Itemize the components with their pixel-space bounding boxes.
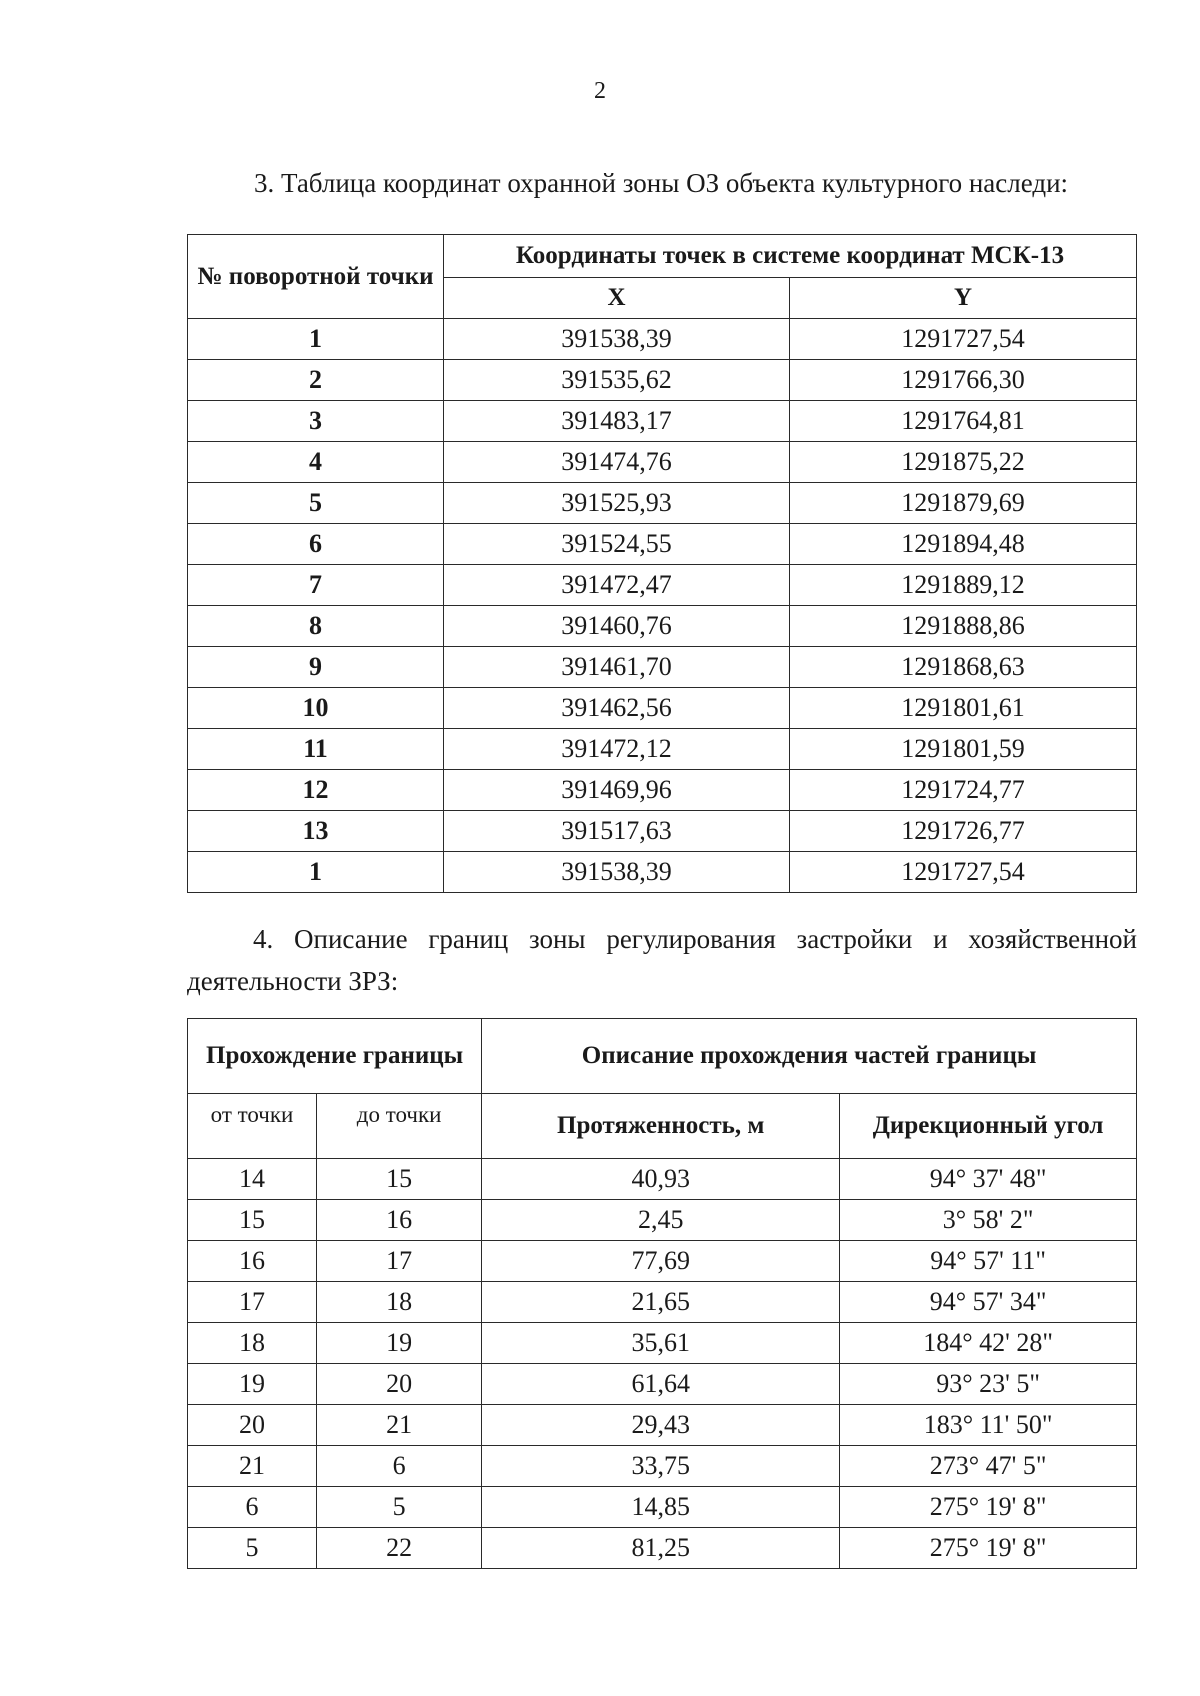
length-header: Протяженность, м xyxy=(482,1094,840,1159)
length-cell: 21,65 xyxy=(482,1282,840,1323)
from-point-cell: 15 xyxy=(188,1200,317,1241)
table-row xyxy=(188,1364,1137,1405)
direction-angle-cell: 94° 57' 34" xyxy=(840,1282,1137,1323)
table-row xyxy=(188,852,1137,893)
x-coordinate-cell: 391474,76 xyxy=(444,442,790,483)
coordinates-table-body xyxy=(188,319,1137,893)
point-number-cell: 2 xyxy=(188,360,444,401)
length-cell: 81,25 xyxy=(482,1528,840,1569)
table-row xyxy=(188,1200,1137,1241)
from-point-cell: 20 xyxy=(188,1405,317,1446)
direction-angle-cell: 94° 57' 11" xyxy=(840,1241,1137,1282)
from-point-cell: 14 xyxy=(188,1159,317,1200)
y-coordinate-cell: 1291875,22 xyxy=(790,442,1137,483)
point-number-cell: 6 xyxy=(188,524,444,565)
y-coordinate-cell: 1291868,63 xyxy=(790,647,1137,688)
point-number-cell: 1 xyxy=(188,319,444,360)
x-coordinate-cell: 391460,76 xyxy=(444,606,790,647)
y-coordinate-cell: 1291726,77 xyxy=(790,811,1137,852)
x-coordinate-cell: 391462,56 xyxy=(444,688,790,729)
length-cell: 2,45 xyxy=(482,1200,840,1241)
x-coordinate-cell: 391472,47 xyxy=(444,565,790,606)
y-header: Y xyxy=(790,278,1137,319)
direction-angle-cell: 93° 23' 5" xyxy=(840,1364,1137,1405)
x-coordinate-cell: 391461,70 xyxy=(444,647,790,688)
table-row xyxy=(188,688,1137,729)
table-row xyxy=(188,770,1137,811)
direction-angle-header: Дирекционный угол xyxy=(840,1094,1137,1159)
y-coordinate-cell: 1291724,77 xyxy=(790,770,1137,811)
to-point-cell: 18 xyxy=(317,1282,482,1323)
from-point-cell: 18 xyxy=(188,1323,317,1364)
x-coordinate-cell: 391472,12 xyxy=(444,729,790,770)
boundary-description-table xyxy=(187,1018,1137,1569)
table-row xyxy=(188,565,1137,606)
boundary-passage-header: Прохождение границы xyxy=(188,1019,482,1094)
y-coordinate-cell: 1291801,61 xyxy=(790,688,1137,729)
point-number-cell: 3 xyxy=(188,401,444,442)
x-coordinate-cell: 391483,17 xyxy=(444,401,790,442)
section-4-title xyxy=(187,918,1137,1002)
point-number-header: № поворотной точки xyxy=(188,235,444,319)
x-coordinate-cell: 391517,63 xyxy=(444,811,790,852)
point-number-cell: 7 xyxy=(188,565,444,606)
y-coordinate-cell: 1291801,59 xyxy=(790,729,1137,770)
page-number: 2 xyxy=(594,78,606,104)
direction-angle-cell: 275° 19' 8" xyxy=(840,1487,1137,1528)
length-cell: 77,69 xyxy=(482,1241,840,1282)
length-cell: 14,85 xyxy=(482,1487,840,1528)
table-row xyxy=(188,319,1137,360)
table-row xyxy=(188,729,1137,770)
x-coordinate-cell: 391469,96 xyxy=(444,770,790,811)
table-row xyxy=(188,647,1137,688)
to-point-cell: 16 xyxy=(317,1200,482,1241)
direction-angle-cell: 184° 42' 28" xyxy=(840,1323,1137,1364)
length-cell: 29,43 xyxy=(482,1405,840,1446)
y-coordinate-cell: 1291727,54 xyxy=(790,852,1137,893)
to-point-cell: 19 xyxy=(317,1323,482,1364)
from-point-cell: 17 xyxy=(188,1282,317,1323)
boundary-description-header: Описание прохождения частей границы xyxy=(482,1019,1137,1094)
x-coordinate-cell: 391538,39 xyxy=(444,319,790,360)
coordinates-header: Координаты точек в системе координат МСК-13 xyxy=(444,235,1137,278)
to-point-header: до точки xyxy=(317,1094,482,1159)
from-point-cell: 16 xyxy=(188,1241,317,1282)
point-number-cell: 4 xyxy=(188,442,444,483)
table-row xyxy=(188,1528,1137,1569)
y-coordinate-cell: 1291888,86 xyxy=(790,606,1137,647)
x-coordinate-cell: 391525,93 xyxy=(444,483,790,524)
direction-angle-cell: 183° 11' 50" xyxy=(840,1405,1137,1446)
table-row xyxy=(188,401,1137,442)
point-number-cell: 5 xyxy=(188,483,444,524)
y-coordinate-cell: 1291889,12 xyxy=(790,565,1137,606)
table-row xyxy=(188,1446,1137,1487)
y-coordinate-cell: 1291894,48 xyxy=(790,524,1137,565)
boundary-table-body xyxy=(188,1159,1137,1569)
length-cell: 40,93 xyxy=(482,1159,840,1200)
section-3-title: 3. Таблица координат охранной зоны ОЗ объекта культурного наследи: xyxy=(254,168,1069,198)
point-number-cell: 11 xyxy=(188,729,444,770)
y-coordinate-cell: 1291766,30 xyxy=(790,360,1137,401)
to-point-cell: 15 xyxy=(317,1159,482,1200)
to-point-cell: 6 xyxy=(317,1446,482,1487)
y-coordinate-cell: 1291764,81 xyxy=(790,401,1137,442)
table-row xyxy=(188,1405,1137,1446)
direction-angle-cell: 94° 37' 48" xyxy=(840,1159,1137,1200)
coordinates-table xyxy=(187,234,1137,893)
to-point-cell: 22 xyxy=(317,1528,482,1569)
table-row xyxy=(188,483,1137,524)
x-coordinate-cell: 391535,62 xyxy=(444,360,790,401)
table-row xyxy=(188,1323,1137,1364)
point-number-cell: 13 xyxy=(188,811,444,852)
table-row xyxy=(188,360,1137,401)
direction-angle-cell: 275° 19' 8" xyxy=(840,1528,1137,1569)
point-number-cell: 1 xyxy=(188,852,444,893)
y-coordinate-cell: 1291727,54 xyxy=(790,319,1137,360)
to-point-cell: 5 xyxy=(317,1487,482,1528)
from-point-cell: 5 xyxy=(188,1528,317,1569)
from-point-cell: 21 xyxy=(188,1446,317,1487)
length-cell: 33,75 xyxy=(482,1446,840,1487)
direction-angle-cell: 273° 47' 5" xyxy=(840,1446,1137,1487)
section-4-title-line-2: деятельности ЗРЗ: xyxy=(187,966,399,996)
point-number-cell: 10 xyxy=(188,688,444,729)
table-row xyxy=(188,811,1137,852)
table-row xyxy=(188,1241,1137,1282)
direction-angle-cell: 3° 58' 2" xyxy=(840,1200,1137,1241)
table-row xyxy=(188,442,1137,483)
point-number-cell: 8 xyxy=(188,606,444,647)
x-header: X xyxy=(444,278,790,319)
y-coordinate-cell: 1291879,69 xyxy=(790,483,1137,524)
table-row xyxy=(188,1282,1137,1323)
section-4-title-line-1: 4. Описание границ зоны регулирования застройки и хозяйственной xyxy=(253,924,1137,954)
x-coordinate-cell: 391538,39 xyxy=(444,852,790,893)
table-row xyxy=(188,524,1137,565)
point-number-cell: 9 xyxy=(188,647,444,688)
to-point-cell: 21 xyxy=(317,1405,482,1446)
from-point-cell: 19 xyxy=(188,1364,317,1405)
length-cell: 61,64 xyxy=(482,1364,840,1405)
point-number-cell: 12 xyxy=(188,770,444,811)
from-point-cell: 6 xyxy=(188,1487,317,1528)
table-row xyxy=(188,1159,1137,1200)
from-point-header: от точки xyxy=(188,1094,317,1159)
table-row xyxy=(188,606,1137,647)
length-cell: 35,61 xyxy=(482,1323,840,1364)
to-point-cell: 20 xyxy=(317,1364,482,1405)
x-coordinate-cell: 391524,55 xyxy=(444,524,790,565)
table-row xyxy=(188,1487,1137,1528)
to-point-cell: 17 xyxy=(317,1241,482,1282)
